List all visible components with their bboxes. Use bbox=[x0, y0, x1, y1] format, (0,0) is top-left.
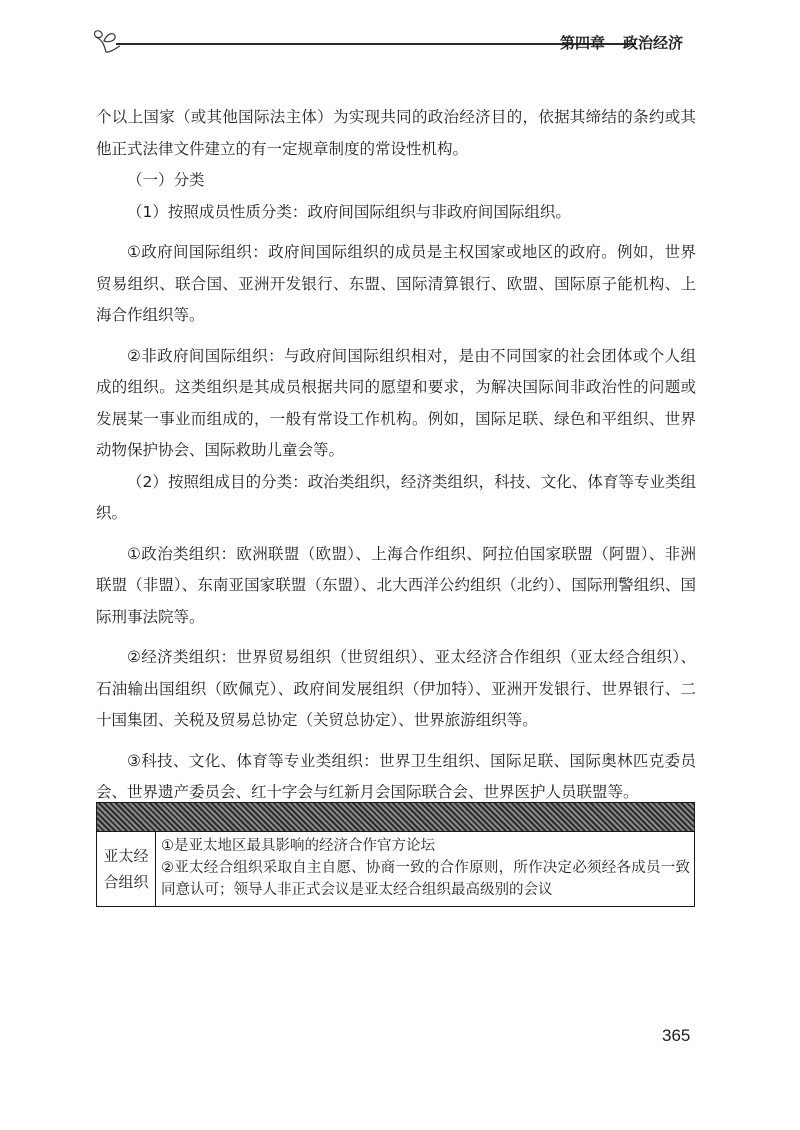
paragraph-political-orgs: ①政治类组织：欧洲联盟（欧盟）、上海合作组织、阿拉伯国家联盟（阿盟）、非洲联盟（非盟）、东南亚国家联盟（东盟）、北大西洋公约组织（北约）、国际刑警组织、国际刑事法院等。 bbox=[96, 544, 696, 626]
subheading-by-membership: （1）按照成员性质分类：政府间国际组织与非政府间国际组织。 bbox=[127, 202, 571, 221]
subheading-by-purpose: （2）按照组成目的分类：政治类组织，经济类组织，科技、文化、体育等专业类组织。 bbox=[96, 472, 696, 522]
table-header-band bbox=[97, 803, 694, 832]
table-row bbox=[97, 832, 694, 906]
section-heading-classification: （一）分类 bbox=[127, 171, 205, 189]
sprout-leaf-icon bbox=[90, 28, 124, 54]
paragraph-intergovernmental: ①政府间国际组织：政府间国际组织的成员是主权国家或地区的政府。例如，世界贸易组织、联合国、亚洲开发银行、东盟、国际清算银行、欧盟、国际原子能机构、上海合作组织等。 bbox=[96, 243, 696, 324]
organization-table bbox=[96, 802, 695, 907]
table-row-item: ②亚太经合组织采取自主自愿、协商一致的合作原则，所作决定必须经各成员一致同意认可；领导人非正式会议是亚太经合组织最高级别的会议 bbox=[161, 860, 690, 898]
table-row-item: ①是亚太地区最具影响的经济合作官方论坛 bbox=[161, 838, 435, 854]
table-row-content bbox=[156, 832, 694, 906]
page-header bbox=[90, 28, 710, 58]
paragraph-professional-orgs: ③科技、文化、体育等专业类组织：世界卫生组织、国际足联、国际奥林匹克委员会、世界遗产委员会、红十字会与红新月会国际联合会、世界医护人员联盟等。 bbox=[96, 751, 696, 801]
chapter-heading bbox=[560, 32, 683, 53]
paragraph-continuation: 个以上国家（或其他国际法主体）为实现共同的政治经济目的，依据其缔结的条约或其他正式法律文件建立的有一定规章制度的常设性机构。 bbox=[96, 108, 696, 158]
paragraph-economic-orgs: ②经济类组织：世界贸易组织（世贸组织）、亚太经济合作组织（亚太经合组织）、石油输出国组织（欧佩克）、政府间发展组织（伊加特）、亚洲开发银行、世界银行、二十国集团、关税及贸易总协定（关贸总协定）、世界旅游组织等。 bbox=[96, 648, 696, 729]
paragraph-nongovernmental: ②非政府间国际组织：与政府间国际组织相对，是由不同国家的社会团体或个人组成的组织。这类组织是其成员根据共同的愿望和要求，为解决国际间非政治性的问题或发展某一事业而组成的，一般有常设工作机构。例如，国际足联、绿色和平组织、世界动物保护协会、国际救助儿童会等。 bbox=[96, 346, 696, 459]
table-row-label: 亚太经合组织 bbox=[97, 832, 156, 906]
body-text bbox=[96, 102, 696, 840]
page-number: 365 bbox=[662, 1026, 691, 1045]
chapter-number: 第四章 bbox=[560, 34, 606, 52]
header-rule bbox=[116, 43, 636, 45]
chapter-title: 政治经济 bbox=[623, 34, 684, 52]
